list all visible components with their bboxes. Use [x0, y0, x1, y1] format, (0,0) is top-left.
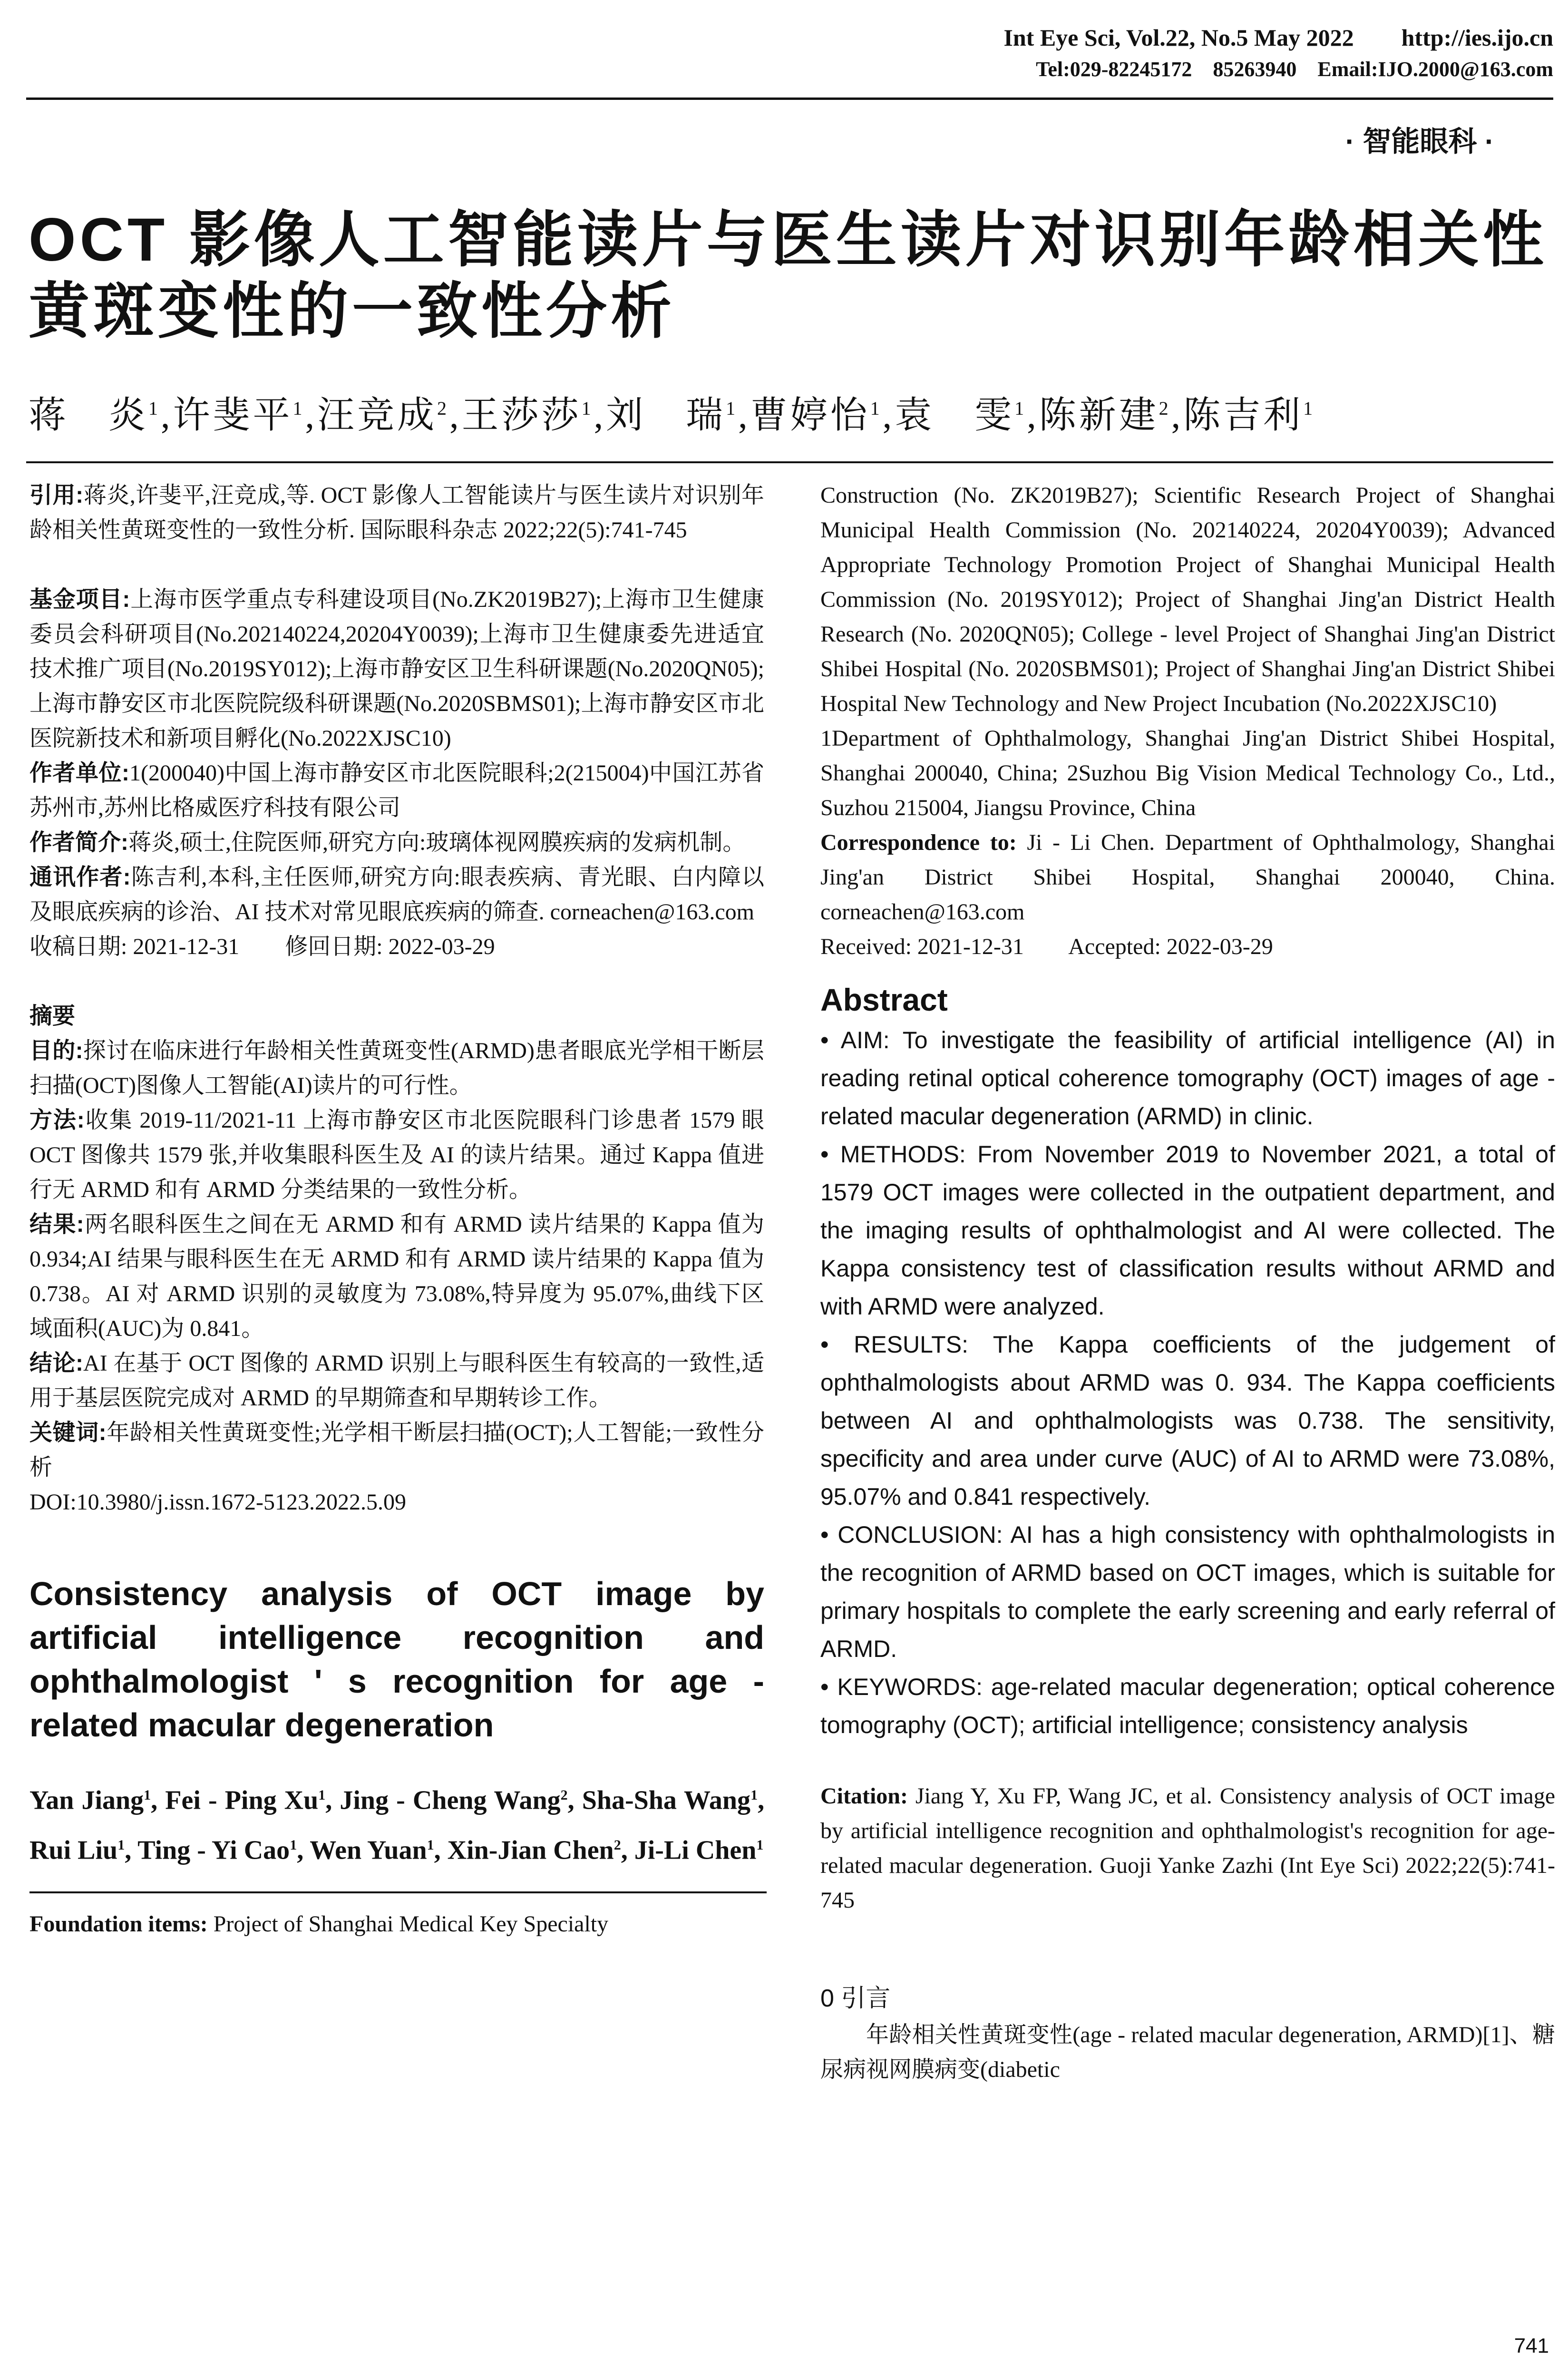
methods-label: 方法:: [29, 1108, 85, 1133]
author-affiliation-mark: 1: [581, 398, 594, 419]
foundation-rule: [29, 1891, 767, 1893]
abstract-methods: • METHODS: From November 2019 to November 2021, a total of 1579 OCT images were collected in the outpatient department, and the imaging results of ophthalmologist and AI were collected. The Kappa consistency test of classification results without ARMD and with ARMD were analyzed.: [820, 1141, 1555, 1320]
funding-cn: [29, 582, 764, 756]
correspondence-en: [820, 825, 1555, 929]
citation-en-label: Citation:: [820, 1783, 908, 1809]
author-name: 陈新建: [1039, 394, 1159, 436]
affiliation-text: 1(200040)中国上海市静安区市北医院眼科;2(215004)中国江苏省苏州市,苏州比格威医疗科技有限公司: [29, 760, 764, 820]
conclusion-label: 结论:: [29, 1351, 84, 1376]
journal-header: Int Eye Sci, Vol.22, No.5 May 2022 http://ies.ijo.cn: [1003, 24, 1553, 51]
author-name: 陈吉利: [1183, 394, 1304, 436]
author-name: Yan Jiang: [29, 1785, 144, 1815]
bio-label: 作者简介:: [29, 830, 128, 855]
corresponding-label: 通讯作者:: [29, 865, 131, 890]
author-affiliation-mark: 1: [318, 1787, 326, 1803]
citation-label: 引用:: [29, 483, 84, 508]
author-affiliation-mark: 1: [148, 398, 161, 419]
methods-text: 收集 2019-11/2021-11 上海市静安区市北医院眼科门诊患者 1579 眼 OCT 图像共 1579 张,并收集眼科医生及 AI 的读片结果。通过 Kappa 值进行无 ARMD 和有 ARMD 分类结果的一致性分析。: [29, 1108, 764, 1202]
author-affiliation-mark: 1: [750, 1787, 758, 1803]
author-affiliation-mark: 1: [292, 398, 305, 419]
dates-en: Received: 2021-12-31 Accepted: 2022-03-29: [820, 934, 1273, 959]
keywords-text: 年龄相关性黄斑变性;光学相干断层扫描(OCT);人工智能;一致性分析: [29, 1420, 764, 1480]
author-affiliation-mark: 1: [1014, 398, 1027, 419]
abstract-aim: • AIM: To investigate the feasibility of artificial intelligence (AI) in reading retinal optical coherence tomography (OCT) images of age - related macular degeneration (ARMD) in clinic.: [820, 1027, 1555, 1130]
results-text: 两名眼科医生之间在无 ARMD 和有 ARMD 读片结果的 Kappa 值为 0.934;AI 结果与眼科医生在无 ARMD 和有 ARMD 读片结果的 Kappa 值为 0.738。AI 对 ARMD 识别的灵敏度为 73.08%,特异度为 95.07%,曲线下区域面积(AUC)为 0.841。: [29, 1212, 764, 1341]
header-rule: [26, 97, 1553, 100]
author-affiliation-mark: 2: [1159, 398, 1171, 419]
purpose-cn: [29, 1033, 764, 1103]
purpose-text: 探讨在临床进行年龄相关性黄斑变性(ARMD)患者眼底光学相干断层扫描(OCT)图像人工智能(AI)读片的可行性。: [29, 1038, 764, 1098]
journal-contact: Tel:029-82245172 85263940 Email:IJO.2000@163.com: [1036, 58, 1553, 81]
doi: DOI:10.3980/j.issn.1672-5123.2022.5.09: [29, 1490, 406, 1515]
author-name: Ji-Li Chen: [634, 1835, 757, 1865]
author-name: 蒋 炎: [29, 394, 149, 436]
results-cn: [29, 1207, 764, 1346]
dates-cn: 收稿日期: 2021-12-31 修回日期: 2022-03-29: [29, 934, 495, 959]
methods-cn: [29, 1103, 764, 1207]
section-tag: · 智能眼科 ·: [1345, 126, 1494, 157]
english-title: Consistency analysis of OCT image by artificial intelligence recognition and ophthalmologist ' s recognition for age - related macular degeneration: [29, 1575, 764, 1744]
author-name: Xin-Jian Chen: [447, 1835, 614, 1865]
bio-text: 蒋炎,硕士,住院医师,研究方向:玻璃体视网膜疾病的发病机制。: [128, 830, 746, 855]
author-affiliation-mark: 1: [756, 1837, 764, 1853]
right-column: [820, 478, 1555, 2087]
author-affiliation-mark: 1: [1303, 398, 1316, 419]
author-name: 王莎莎: [461, 394, 582, 436]
author-name: Rui Liu: [29, 1835, 118, 1865]
author-affiliation-mark: 2: [614, 1837, 621, 1853]
author-affiliation-mark: 2: [560, 1787, 568, 1803]
conclusion-text: AI 在基于 OCT 图像的 ARMD 识别上与眼科医生有较高的一致性,适用于基层医院完成对 ARMD 的早期筛查和早期转诊工作。: [29, 1351, 764, 1411]
author-affiliation-mark: 1: [290, 1837, 297, 1853]
affiliation-en: 1Department of Ophthalmology, Shanghai Jing'an District Shibei Hospital, Shanghai 200040, China; 2Suzhou Big Vision Medical Technology Co., Ltd., Suzhou 215004, Jiangsu Province, China: [820, 726, 1555, 820]
keywords-cn: [29, 1415, 764, 1485]
abstract-conclusion: • CONCLUSION: AI has a high consistency with ophthalmologists in the recognition of ARMD based on OCT images, which is suitable for primary hospitals to complete the early screening and early referral of ARMD.: [820, 1521, 1555, 1662]
author-name: Wen Yuan: [310, 1835, 427, 1865]
corresponding-cn: [29, 860, 764, 929]
foundation-en: [29, 1907, 764, 1941]
citation-text: 蒋炎,许斐平,汪竞成,等. OCT 影像人工智能读片与医生读片对识别年龄相关性黄斑变性的一致性分析. 国际眼科杂志 2022;22(5):741-745: [29, 483, 764, 543]
author-name: Jing - Cheng Wang: [340, 1785, 561, 1815]
correspondence-text: Ji - Li Chen. Department of Ophthalmology, Shanghai Jing'an District Shibei Hospital, Shanghai 200040, China. corneachen@163.com: [820, 830, 1556, 925]
foundation-en-cont: Construction (No. ZK2019B27); Scientific Research Project of Shanghai Municipal Health Commission (No. 202140224, 20204Y0039); Advanced Appropriate Technology Promotion Project of Shanghai Municipal Health Commission (No. 2019SY012); Project of Shanghai Jing'an District Health Research (No. 2020QN05); College - level Project of Shanghai Jing'an District Shibei Hospital (No. 2020SBMS01); Project of Shanghai Jing'an District Shibei Hospital New Technology and New Project Incubation (No.2022XJSC10): [820, 483, 1555, 716]
page-number: 741: [1514, 2334, 1549, 2358]
intro-heading: 0 引言: [820, 1985, 891, 2012]
affiliation-cn: [29, 756, 764, 825]
affiliation-label: 作者单位:: [29, 760, 129, 786]
author-name: 许斐平: [173, 394, 293, 436]
abstract-results: • RESULTS: The Kappa coefficients of the judgement of ophthalmologists about ARMD was 0. 934. The Kappa coefficients between AI and ophthalmologists was 0.738. The sensitivity, specificity and area under curve (AUC) of AI to ARMD were 73.08%, 95.07% and 0.841 respectively.: [820, 1331, 1555, 1510]
article-title: OCT 影像人工智能读片与医生读片对识别年龄相关性黄斑变性的一致性分析: [29, 206, 1548, 345]
author-affiliation-mark: 1: [144, 1787, 151, 1803]
author-affiliation-mark: 1: [870, 398, 883, 419]
funding-label: 基金项目:: [29, 587, 130, 612]
foundation-label: Foundation items:: [29, 1911, 208, 1937]
funding-text: 上海市医学重点专科建设项目(No.ZK2019B27);上海市卫生健康委员会科研项目(No.202140224,20204Y0039);上海市卫生健康委先进适宜技术推广项目(No.2019SY012);上海市静安区卫生科研课题(No.2020QN05);上海市静安区市北医院院级科研课题(No.2020SBMS01);上海市静安区市北医院新技术和新项目孵化(No.2022XJSC10): [29, 587, 764, 751]
author-affiliation-mark: 1: [117, 1837, 125, 1853]
author-name: 曹婷怡: [750, 394, 870, 436]
purpose-label: 目的:: [29, 1038, 83, 1063]
bio-cn: [29, 825, 764, 860]
title-rule: [26, 461, 1553, 463]
author-affiliation-mark: 2: [437, 398, 450, 419]
author-name: 袁 雯: [895, 394, 1015, 436]
author-name: 刘 瑞: [606, 394, 726, 436]
abstract-keywords: • KEYWORDS: age-related macular degeneration; optical coherence tomography (OCT); artificial intelligence; consistency analysis: [820, 1674, 1555, 1738]
author-name: 汪竞成: [317, 394, 438, 436]
citation-en: [820, 1779, 1555, 1918]
citation-cn: [29, 478, 764, 547]
abstract-heading-en: Abstract: [820, 982, 948, 1017]
corresponding-text: 陈吉利,本科,主任医师,研究方向:眼表疾病、青光眼、白内障以及眼底疾病的诊治、AI 技术对常见眼底疾病的筛查. corneachen@163.com: [29, 865, 764, 925]
left-column: [29, 478, 764, 1941]
conclusion-cn: [29, 1346, 764, 1415]
citation-en-text: Jiang Y, Xu FP, Wang JC, et al. Consistency analysis of OCT image by artificial intelligence recognition and ophthalmologist's recognition for age-related macular degeneration. Guoji Yanke Zazhi (Int Eye Sci) 2022;22(5):741-745: [820, 1783, 1555, 1913]
foundation-text: Project of Shanghai Medical Key Specialty: [213, 1911, 609, 1937]
author-affiliation-mark: 1: [427, 1837, 434, 1853]
author-affiliation-mark: 1: [726, 398, 739, 419]
intro-text: 年龄相关性黄斑变性(age - related macular degeneration, ARMD)[1]、糖尿病视网膜病变(diabetic: [820, 2022, 1555, 2082]
author-name: Fei - Ping Xu: [165, 1785, 319, 1815]
results-label: 结果:: [29, 1212, 84, 1237]
abstract-heading-cn: 摘要: [29, 1003, 76, 1029]
correspondence-label: Correspondence to:: [820, 830, 1017, 855]
author-name: Ting - Yi Cao: [137, 1835, 290, 1865]
authors-cn: 蒋 炎$^1$,许斐平$^1$,汪竞成$^2$,王莎莎$^1$,刘 瑞$^1$,曹婷怡$^1$,袁 雯$^1$,陈新建$^2$,陈吉利$^1$: [29, 394, 1316, 436]
author-name: Sha-Sha Wang: [582, 1785, 751, 1815]
keywords-label: 关键词:: [29, 1420, 107, 1445]
authors-en: Yan Jiang$^1$, Fei - Ping Xu$^1$, Jing - Cheng Wang$^2$, Sha-Sha Wang$^1$, Rui Liu$^1$, Ting - Yi Cao$^1$, Wen Yuan$^1$, Xin-Jian Chen$^2$, Ji-Li Chen$^1$: [29, 1785, 765, 1865]
